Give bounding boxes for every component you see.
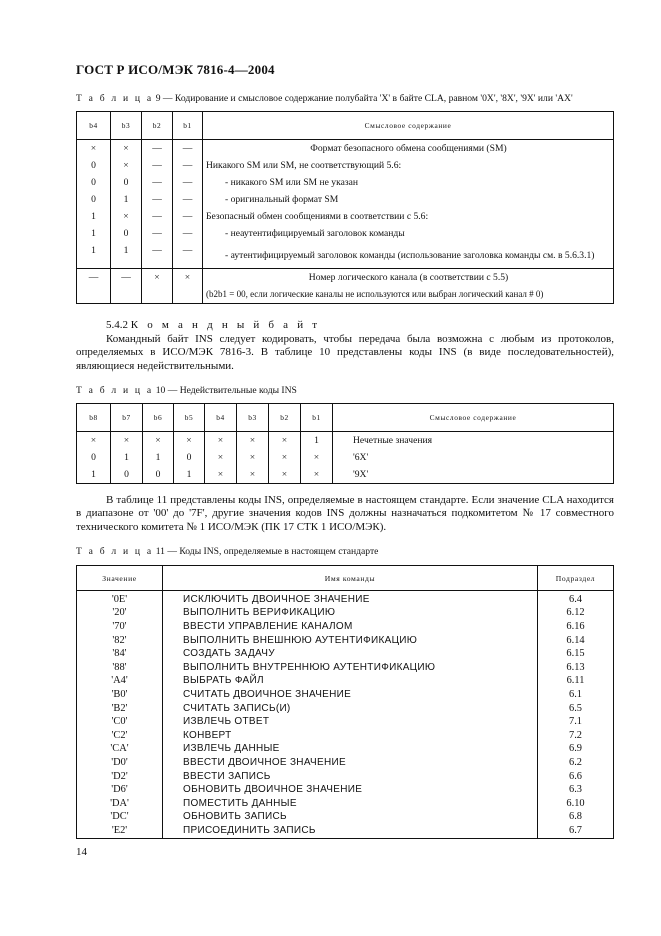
table-cell: СЧИТАТЬ ДВОИЧНОЕ ЗНАЧЕНИЕ <box>163 688 538 702</box>
table11-caption <box>76 546 378 557</box>
table-cell: — <box>142 157 173 174</box>
table9-title: — Кодирование и смысловое содержание полубайта 'X' в байте CLA, равном '0X', '8X', '9X' или 'AX' <box>162 93 573 104</box>
table-row <box>77 797 614 811</box>
table-cell: 'D6' <box>77 783 163 797</box>
table-row <box>77 269 614 287</box>
table-row <box>77 743 614 757</box>
table-cell: 0 <box>77 157 111 174</box>
table-cell: ВЫПОЛНИТЬ ВЕРИФИКАЦИЮ <box>163 607 538 621</box>
page-number: 14 <box>76 846 87 858</box>
table-row <box>77 634 614 648</box>
table-cell: 'D2' <box>77 770 163 784</box>
section-title: К о м а н д н ы й б а й т <box>130 319 321 331</box>
table-cell: КОНВЕРТ <box>163 729 538 743</box>
table-cell: ИЗВЛЕЧЬ ОТВЕТ <box>163 715 538 729</box>
table-cell: ИЗВЛЕЧЬ ДАННЫЕ <box>163 743 538 757</box>
table-cell: '88' <box>77 661 163 675</box>
table-cell: 6.3 <box>538 783 614 797</box>
table-cell <box>173 286 203 304</box>
table-cell: × <box>237 466 269 484</box>
table9-number: 9 <box>155 93 161 104</box>
table-row <box>77 756 614 770</box>
table-cell: ВВЕСТИ УПРАВЛЕНИЕ КАНАЛОМ <box>163 620 538 634</box>
table-cell: Номер логического канала (в соответствии с 5.5) <box>203 269 614 287</box>
table-cell: 1 <box>111 191 142 208</box>
table11-label: Т а б л и ц а <box>76 546 154 557</box>
table-cell: — <box>142 242 173 269</box>
table-cell: × <box>77 140 111 158</box>
table-cell: — <box>142 191 173 208</box>
table9-header-b2: b2 <box>142 112 173 140</box>
table-cell: 7.2 <box>538 729 614 743</box>
table11-header-subsection: Подраздел <box>538 566 614 591</box>
table-cell: СЧИТАТЬ ЗАПИСЬ(И) <box>163 702 538 716</box>
table-cell: ВВЕСТИ ДВОИЧНОЕ ЗНАЧЕНИЕ <box>163 756 538 770</box>
table-cell: Никакого SM или SM, не соответствующий 5.6: <box>203 157 614 174</box>
table-row <box>77 647 614 661</box>
table-cell: ИСКЛЮЧИТЬ ДВОИЧНОЕ ЗНАЧЕНИЕ <box>163 591 538 607</box>
table-cell: 6.8 <box>538 811 614 825</box>
table-cell: 'CA' <box>77 743 163 757</box>
table11-header-value: Значение <box>77 566 163 591</box>
table-row <box>77 824 614 838</box>
table-cell: × <box>111 208 142 225</box>
table-cell: 6.2 <box>538 756 614 770</box>
section-paragraph-2: В таблице 11 представлены коды INS, определяемые в настоящем стандарте. Если значение CLA находится в диапазоне от '00' до '7F', другие значения кодов INS должны назначаться подкомитетом № 17 совместного технического комитета № 1 ИСО/МЭК (ПК 17 СТК 1 ИСО/МЭК). <box>76 494 614 533</box>
table10-header-b8: b8 <box>77 404 111 432</box>
table-cell: 1 <box>77 225 111 242</box>
table-cell: СОЗДАТЬ ЗАДАЧУ <box>163 647 538 661</box>
table-cell: '82' <box>77 634 163 648</box>
table-cell: 6.13 <box>538 661 614 675</box>
table-cell: — <box>173 208 203 225</box>
table-cell: Нечетные значения <box>333 432 614 450</box>
table-cell: '6X' <box>333 449 614 466</box>
table-cell: — <box>173 191 203 208</box>
table-cell: 6.16 <box>538 620 614 634</box>
section-heading <box>76 319 614 332</box>
table-cell <box>77 286 111 304</box>
table-cell <box>142 286 173 304</box>
table-cell: × <box>205 432 237 450</box>
table-row <box>77 702 614 716</box>
table9 <box>76 111 614 304</box>
table10-header-b5: b5 <box>174 404 205 432</box>
table-row <box>77 661 614 675</box>
standard-header: ГОСТ Р ИСО/МЭК 7816-4—2004 <box>76 62 275 77</box>
table10-header-meaning: Смысловое содержание <box>333 404 614 432</box>
table-cell: — <box>142 174 173 191</box>
table-cell: '84' <box>77 647 163 661</box>
table-row <box>77 783 614 797</box>
table-cell: × <box>301 466 333 484</box>
table-row <box>77 620 614 634</box>
table10-label: Т а б л и ц а <box>76 385 154 396</box>
table-cell: 0 <box>77 174 111 191</box>
table-cell: '9X' <box>333 466 614 484</box>
table10-header-b1: b1 <box>301 404 333 432</box>
table-row <box>77 607 614 621</box>
table10 <box>76 403 614 484</box>
table-cell: (b2b1 = 00, если логические каналы не используются или выбран логический канал # 0) <box>203 286 614 304</box>
table-row <box>77 432 614 450</box>
table-cell: 6.7 <box>538 824 614 838</box>
table-cell: 'C0' <box>77 715 163 729</box>
table-cell: 'B0' <box>77 688 163 702</box>
table-cell: × <box>111 432 143 450</box>
table-cell: 1 <box>77 208 111 225</box>
table-cell: - неаутентифицируемый заголовок команды <box>203 225 614 242</box>
table-cell: × <box>301 449 333 466</box>
table10-number: 10 <box>155 385 166 396</box>
table9-header-b3: b3 <box>111 112 142 140</box>
section-number: 5.4.2 <box>106 319 128 331</box>
section-paragraph-1: Командный байт INS следует кодировать, чтобы передача была возможна с любым из протоколов, определяемых в ИСО/МЭК 7816-3. В таблице 10 представлены коды INS (в виде последовательностей), являющиеся недействительными. <box>76 333 614 372</box>
table-cell: 6.4 <box>538 591 614 607</box>
table-cell: — <box>173 157 203 174</box>
table-cell: — <box>77 269 111 287</box>
table-cell: × <box>111 140 142 158</box>
table-cell: 1 <box>174 466 205 484</box>
table-cell: 'E2' <box>77 824 163 838</box>
table-cell: 0 <box>111 466 143 484</box>
table11-title: — Коды INS, определяемые в настоящем стандарте <box>167 546 379 557</box>
table-cell: 'A4' <box>77 675 163 689</box>
table-cell: 'D0' <box>77 756 163 770</box>
table-cell: ВЫПОЛНИТЬ ВНУТРЕННЮЮ АУТЕНТИФИКАЦИЮ <box>163 661 538 675</box>
table-cell: 7.1 <box>538 715 614 729</box>
table-cell: - аутентифицируемый заголовок команды (использование заголовка команды см. в 5.6.3.1) <box>203 242 614 269</box>
table-cell: 0 <box>77 191 111 208</box>
table-cell: × <box>174 432 205 450</box>
table-cell: × <box>77 432 111 450</box>
table-cell: 1 <box>111 449 143 466</box>
table10-header-b7: b7 <box>111 404 143 432</box>
table-row <box>77 174 614 191</box>
table-cell: 1 <box>301 432 333 450</box>
table-cell: — <box>173 242 203 269</box>
table-row <box>77 157 614 174</box>
table-row <box>77 140 614 158</box>
table9-caption <box>76 93 573 104</box>
table-cell: 6.15 <box>538 647 614 661</box>
table-cell: 'DC' <box>77 811 163 825</box>
table9-label: Т а б л и ц а <box>76 93 154 104</box>
table11-number: 11 <box>155 546 165 557</box>
table9-header-b4: b4 <box>77 112 111 140</box>
table-row <box>77 591 614 607</box>
table-cell: — <box>173 174 203 191</box>
table-cell: 0 <box>143 466 174 484</box>
table-cell: × <box>269 449 301 466</box>
table-cell: — <box>142 208 173 225</box>
table-cell: 6.1 <box>538 688 614 702</box>
table-cell: 0 <box>111 225 142 242</box>
table-cell: — <box>142 140 173 158</box>
table-row <box>77 208 614 225</box>
table-cell: ОБНОВИТЬ ЗАПИСЬ <box>163 811 538 825</box>
table-cell: - никакого SM или SM не указан <box>203 174 614 191</box>
table-row <box>77 191 614 208</box>
table-cell: × <box>173 269 203 287</box>
table-row <box>77 688 614 702</box>
table-cell: ВЫБРАТЬ ФАЙЛ <box>163 675 538 689</box>
table-cell: 0 <box>111 174 142 191</box>
table-cell: '0E' <box>77 591 163 607</box>
table9-header-meaning: Смысловое содержание <box>203 112 614 140</box>
table-cell: ВВЕСТИ ЗАПИСЬ <box>163 770 538 784</box>
table-cell: 6.9 <box>538 743 614 757</box>
table-cell: ВЫПОЛНИТЬ ВНЕШНЮЮ АУТЕНТИФИКАЦИЮ <box>163 634 538 648</box>
table-cell: 1 <box>111 242 142 269</box>
table-cell: ОБНОВИТЬ ДВОИЧНОЕ ЗНАЧЕНИЕ <box>163 783 538 797</box>
table-cell: Формат безопасного обмена сообщениями (SM) <box>203 140 614 158</box>
table-cell: × <box>143 432 174 450</box>
table10-header-b6: b6 <box>143 404 174 432</box>
table-cell: 6.14 <box>538 634 614 648</box>
table-cell: × <box>269 466 301 484</box>
table-row <box>77 286 614 304</box>
table-cell: × <box>269 432 301 450</box>
table-cell: × <box>205 449 237 466</box>
table-cell: 'B2' <box>77 702 163 716</box>
table-cell: 6.5 <box>538 702 614 716</box>
table-cell: - оригинальный формат SM <box>203 191 614 208</box>
table9-header-b1: b1 <box>173 112 203 140</box>
table-row <box>77 770 614 784</box>
table-cell: × <box>205 466 237 484</box>
table11 <box>76 565 614 839</box>
table-row <box>77 466 614 484</box>
table-row <box>77 675 614 689</box>
table-cell: 0 <box>174 449 205 466</box>
table10-title: — Недействительные коды INS <box>167 385 297 396</box>
table-cell: × <box>111 157 142 174</box>
table-cell: '70' <box>77 620 163 634</box>
table11-header-command: Имя команды <box>163 566 538 591</box>
table-cell: '20' <box>77 607 163 621</box>
table-cell <box>111 286 142 304</box>
table-cell: ПОМЕСТИТЬ ДАННЫЕ <box>163 797 538 811</box>
table10-header-b4: b4 <box>205 404 237 432</box>
table-row <box>77 449 614 466</box>
table-row <box>77 729 614 743</box>
table-cell: — <box>173 225 203 242</box>
table-cell: — <box>173 140 203 158</box>
table-cell: 6.10 <box>538 797 614 811</box>
table-cell: 1 <box>77 466 111 484</box>
table10-caption <box>76 385 297 396</box>
table-row <box>77 225 614 242</box>
table-cell: 6.11 <box>538 675 614 689</box>
table-cell: 'DA' <box>77 797 163 811</box>
table-cell: — <box>142 225 173 242</box>
table-cell: Безопасный обмен сообщениями в соответствии с 5.6: <box>203 208 614 225</box>
table-cell: × <box>237 449 269 466</box>
table-cell: 6.6 <box>538 770 614 784</box>
table-cell: 'C2' <box>77 729 163 743</box>
table-cell: × <box>237 432 269 450</box>
table10-header-b2: b2 <box>269 404 301 432</box>
table-cell: 1 <box>77 242 111 269</box>
table-cell: 0 <box>77 449 111 466</box>
table-cell: × <box>142 269 173 287</box>
table-cell: 6.12 <box>538 607 614 621</box>
table-cell: ПРИСОЕДИНИТЬ ЗАПИСЬ <box>163 824 538 838</box>
table-row <box>77 811 614 825</box>
table-cell: 1 <box>143 449 174 466</box>
table-row <box>77 715 614 729</box>
table-row <box>77 242 614 269</box>
table10-header-b3: b3 <box>237 404 269 432</box>
table-cell: — <box>111 269 142 287</box>
